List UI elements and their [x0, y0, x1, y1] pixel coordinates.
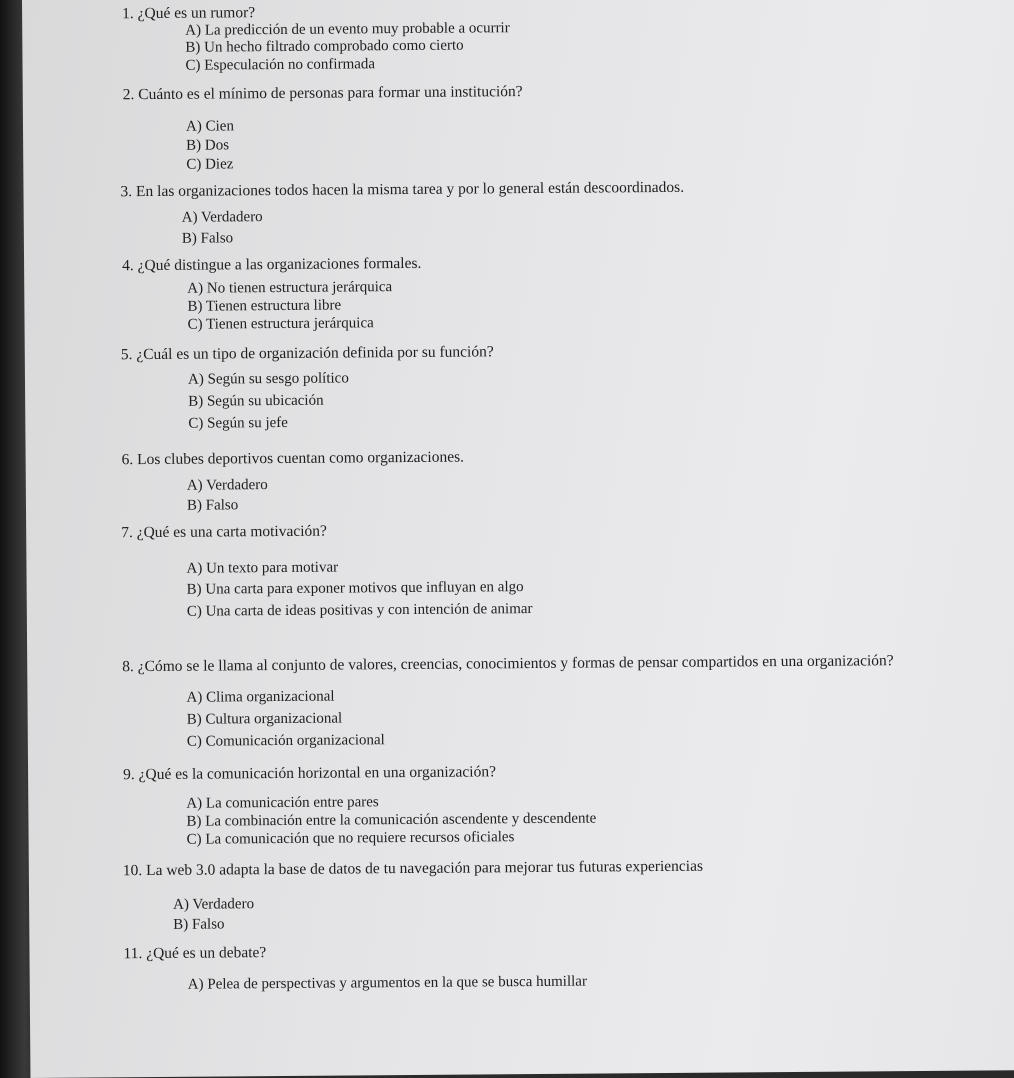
q3-option-a: A) Verdadero [181, 209, 263, 226]
question-5: 5. ¿Cuál es un tipo de organización definida por su función? [120, 343, 494, 364]
q10-option-a: A) Verdadero [173, 896, 255, 913]
question-2: 2. Cuánto es el mínimo de personas para formar una institución? [122, 83, 523, 104]
question-11: 11. ¿Qué es un debate? [123, 944, 267, 963]
question-8: 8. ¿Cómo se le llama al conjunto de valores, creencias, conocimientos y formas de pensar compartidos en una organización? [122, 652, 894, 676]
q6-option-a: A) Verdadero [186, 477, 268, 494]
q2-option-b: B) Dos [186, 137, 230, 154]
question-4: 4. ¿Qué distingue a las organizaciones formales. [122, 254, 422, 275]
q1-option-c: C) Especulación no confirmada [185, 56, 376, 74]
q8-option-c: C) Comunicación organizacional [186, 732, 385, 750]
q4-option-a: A) No tienen estructura jerárquica [187, 279, 393, 297]
question-1: 1. ¿Qué es un rumor? [122, 4, 256, 23]
q11-option-a: A) Pelea de perspectivas y argumentos en la que se busca humillar [187, 973, 587, 993]
q6-option-b: B) Falso [186, 497, 239, 514]
q9-option-a: A) La comunicación entre pares [186, 794, 379, 812]
question-7: 7. ¿Qué es una carta motivación? [121, 522, 327, 542]
q9-option-c: C) La comunicación que no requiere recursos oficiales [186, 829, 515, 848]
question-6: 6. Los clubes deportivos cuentan como organizaciones. [121, 448, 465, 469]
q4-option-c: C) Tienen estructura jerárquica [187, 315, 374, 333]
q1-option-b: B) Un hecho filtrado comprobado como cierto [185, 37, 464, 56]
q7-option-c: C) Una carta de ideas positivas y con intención de animar [186, 601, 533, 620]
q2-option-a: A) Cien [185, 118, 234, 135]
q7-option-b: B) Una carta para exponer motivos que influyan en algo [186, 579, 524, 598]
q9-option-b: B) La combinación entre la comunicación ascendente y descendente [186, 810, 597, 830]
q8-option-b: B) Cultura organizacional [186, 710, 343, 728]
q5-option-c: C) Según su jefe [188, 414, 288, 432]
q5-option-a: A) Según su sesgo político [187, 370, 349, 388]
q4-option-b: B) Tienen estructura libre [187, 297, 342, 315]
question-10: 10. La web 3.0 adapta la base de datos de tu navegación para mejorar tus futuras experiencias [122, 857, 704, 880]
question-9: 9. ¿Qué es la comunicación horizontal en una organización? [123, 763, 497, 784]
q7-option-a: A) Un texto para motivar [186, 559, 339, 577]
q10-option-b: B) Falso [173, 916, 225, 933]
q5-option-b: B) Según su ubicación [188, 392, 324, 410]
q3-option-b: B) Falso [181, 230, 234, 247]
quiz-sheet [22, 0, 1014, 1078]
q2-option-c: C) Diez [186, 156, 234, 173]
question-3: 3. En las organizaciones todos hacen la misma tarea y por lo general están descoordinados. [120, 178, 685, 201]
q8-option-a: A) Clima organizacional [186, 688, 335, 706]
q1-option-a: A) La predicción de un evento muy probable a ocurrir [185, 20, 510, 39]
